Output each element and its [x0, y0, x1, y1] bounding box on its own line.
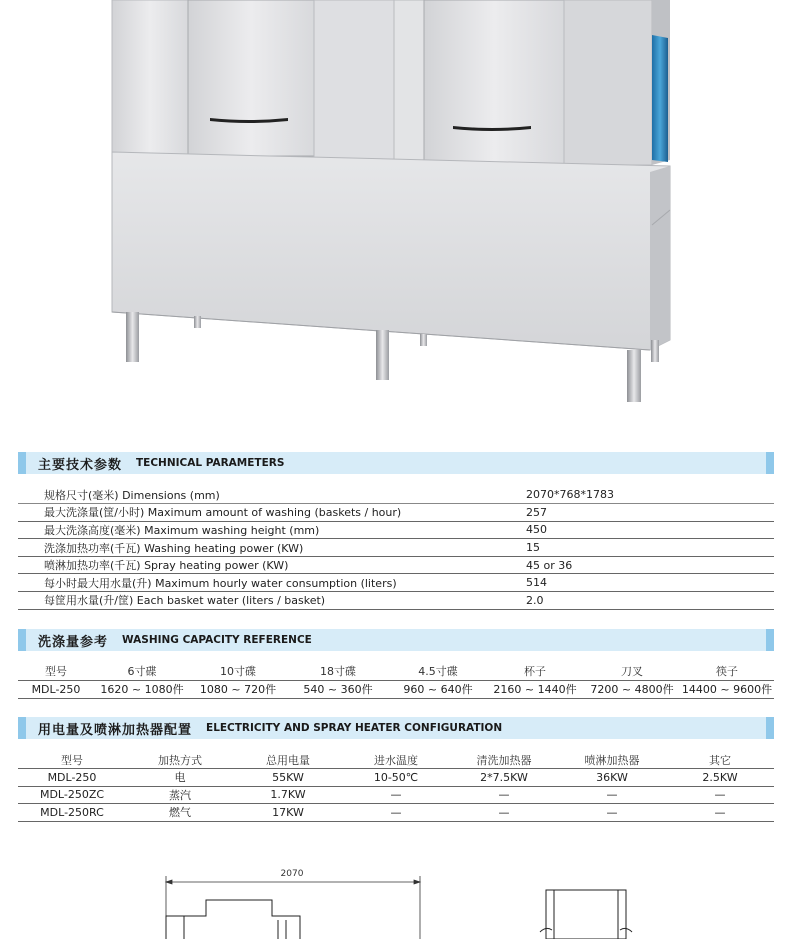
table-cell: 7200 ~ 4800件 — [584, 680, 680, 698]
dishwasher-product-image — [0, 0, 800, 420]
section-marker — [18, 717, 26, 739]
table-cell: — — [558, 786, 666, 804]
blue-curtain — [652, 35, 668, 162]
table-row — [18, 504, 774, 522]
table-cell: 燃气 — [126, 804, 234, 822]
param-label: 洗涤加热功率(千瓦) Washing heating power (KW) — [18, 539, 524, 557]
side-view-outline — [540, 890, 632, 939]
param-value: 257 — [524, 504, 774, 522]
section-marker — [766, 452, 774, 474]
param-label: 每筐用水量(升/筐) Each basket water (liters / basket) — [18, 592, 524, 610]
table-cell: 55KW — [234, 769, 342, 787]
param-label: 最大洗涤高度(毫米) Maximum washing height (mm) — [18, 521, 524, 539]
table-cell: 960 ~ 640件 — [390, 680, 486, 698]
column-header: 型号 — [18, 662, 94, 680]
param-value: 2070*768*1783 — [524, 486, 774, 504]
technical-parameters-header — [18, 452, 774, 474]
table-cell: — — [342, 804, 450, 822]
column-header: 刀叉 — [584, 662, 680, 680]
electricity-config-header — [18, 717, 774, 739]
table-row — [18, 539, 774, 557]
table-cell: 2.5KW — [666, 769, 774, 787]
table-header-row — [18, 662, 774, 680]
column-header: 4.5寸碟 — [390, 662, 486, 680]
table-cell: — — [666, 804, 774, 822]
washing-capacity-header — [18, 629, 774, 651]
technical-drawing — [0, 850, 800, 939]
table-cell: 2*7.5KW — [450, 769, 558, 787]
param-value: 514 — [524, 574, 774, 592]
column-header: 喷淋加热器 — [558, 751, 666, 769]
param-label: 最大洗涤量(筐/小时) Maximum amount of washing (baskets / hour) — [18, 504, 524, 522]
column-header: 清洗加热器 — [450, 751, 558, 769]
front-view-outline — [166, 900, 300, 939]
table-cell: 10-50℃ — [342, 769, 450, 787]
table-cell: 1620 ~ 1080件 — [94, 680, 190, 698]
column-header: 6寸碟 — [94, 662, 190, 680]
table-row — [18, 592, 774, 610]
table-row — [18, 804, 774, 822]
washing-capacity-table — [18, 662, 774, 699]
param-label: 每小时最大用水量(升) Maximum hourly water consumption (liters) — [18, 574, 524, 592]
dimension-width-label: 2070 — [280, 869, 304, 879]
table-cell: 36KW — [558, 769, 666, 787]
table-cell: — — [450, 786, 558, 804]
table-cell: — — [342, 786, 450, 804]
param-value: 45 or 36 — [524, 556, 774, 574]
column-header: 型号 — [18, 751, 126, 769]
table-cell: MDL-250 — [18, 769, 126, 787]
column-header: 杯子 — [486, 662, 584, 680]
technical-parameters-table — [18, 486, 774, 610]
table-cell: 电 — [126, 769, 234, 787]
table-row — [18, 574, 774, 592]
param-value: 2.0 — [524, 592, 774, 610]
table-row — [18, 486, 774, 504]
table-cell: MDL-250ZC — [18, 786, 126, 804]
section-marker — [18, 452, 26, 474]
upper-cabinet — [112, 0, 670, 165]
column-header: 加热方式 — [126, 751, 234, 769]
section-title-en: WASHING CAPACITY REFERENCE — [122, 634, 312, 646]
section-title-zh: 洗涤量参考 — [38, 634, 109, 650]
section-title-en: ELECTRICITY AND SPRAY HEATER CONFIGURATION — [206, 722, 503, 734]
table-row — [18, 680, 774, 698]
table-row — [18, 769, 774, 787]
param-value: 450 — [524, 521, 774, 539]
table-cell: 2160 ~ 1440件 — [486, 680, 584, 698]
section-marker — [766, 629, 774, 651]
table-cell: — — [450, 804, 558, 822]
param-label: 喷淋加热功率(千瓦) Spray heating power (KW) — [18, 556, 524, 574]
section-marker — [18, 629, 26, 651]
section-title-en: TECHNICAL PARAMETERS — [136, 457, 285, 469]
param-label: 规格尺寸(毫米) Dimensions (mm) — [18, 486, 524, 504]
column-header: 进水温度 — [342, 751, 450, 769]
table-cell: 17KW — [234, 804, 342, 822]
table-cell: 1080 ~ 720件 — [190, 680, 286, 698]
column-header: 18寸碟 — [286, 662, 390, 680]
column-header: 筷子 — [680, 662, 774, 680]
section-marker — [766, 717, 774, 739]
table-cell: 14400 ~ 9600件 — [680, 680, 774, 698]
column-header: 其它 — [666, 751, 774, 769]
table-cell: MDL-250 — [18, 680, 94, 698]
column-header: 总用电量 — [234, 751, 342, 769]
dimension-line — [166, 876, 420, 939]
table-row — [18, 786, 774, 804]
table-row — [18, 521, 774, 539]
table-cell: MDL-250RC — [18, 804, 126, 822]
table-header-row — [18, 751, 774, 769]
electricity-config-table — [18, 751, 774, 822]
table-cell: 蒸汽 — [126, 786, 234, 804]
param-value: 15 — [524, 539, 774, 557]
table-cell: 1.7KW — [234, 786, 342, 804]
table-cell: 540 ~ 360件 — [286, 680, 390, 698]
table-row — [18, 556, 774, 574]
table-cell: — — [666, 786, 774, 804]
column-header: 10寸碟 — [190, 662, 286, 680]
table-cell: — — [558, 804, 666, 822]
section-title-zh: 主要技术参数 — [38, 457, 123, 473]
section-title-zh: 用电量及喷淋加热器配置 — [38, 722, 193, 738]
